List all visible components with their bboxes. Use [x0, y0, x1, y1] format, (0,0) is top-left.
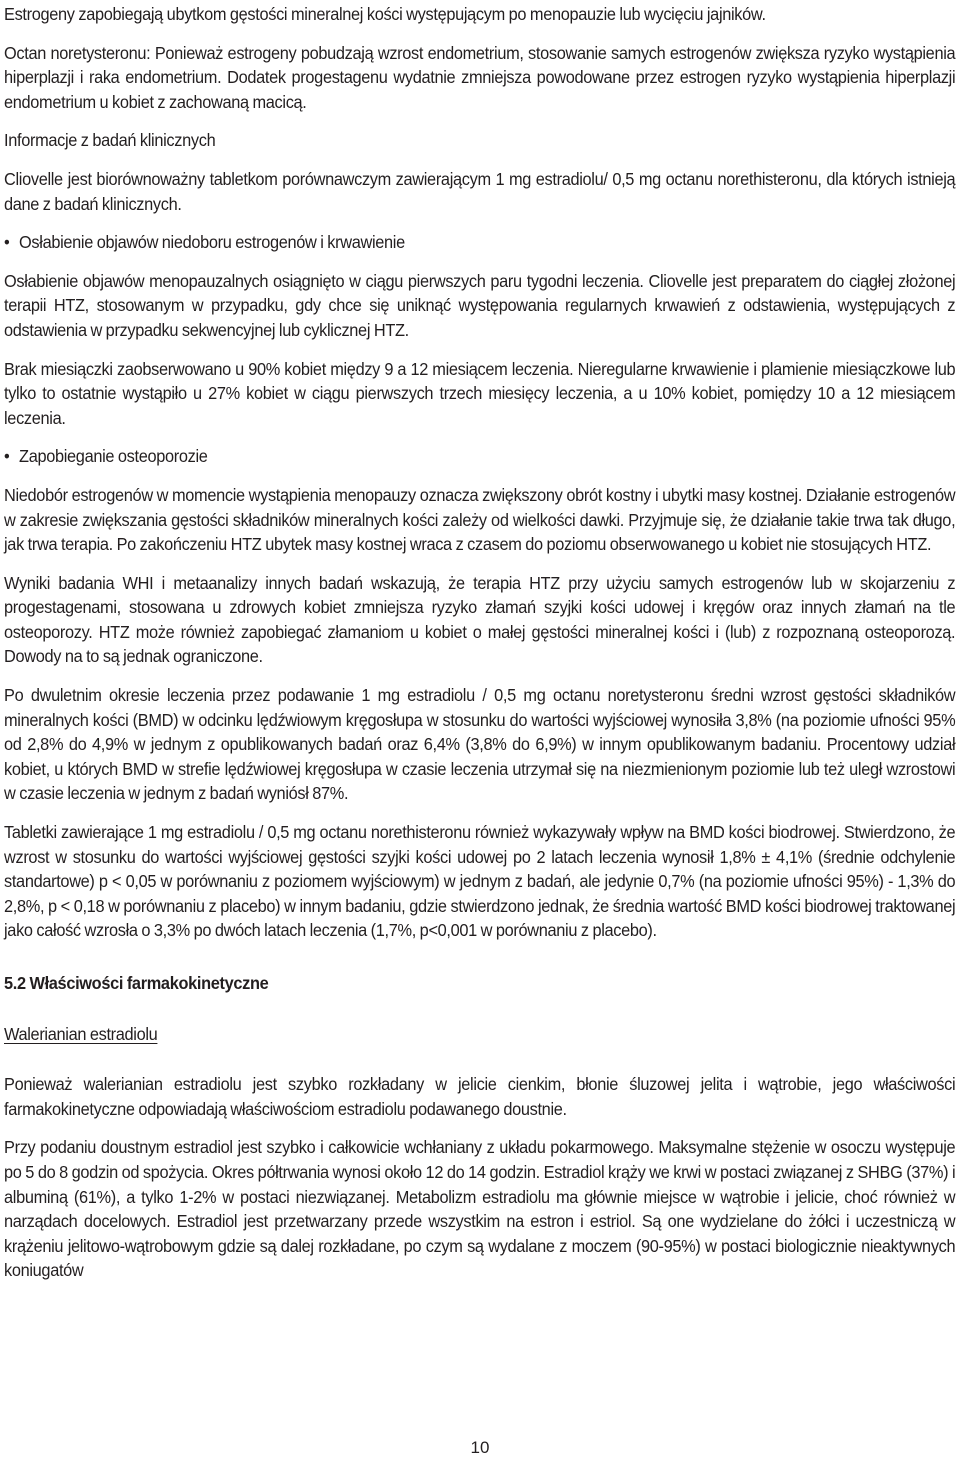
paragraph-whi-study: Wyniki badania WHI i metaanalizy innych badań wskazują, że terapia HTZ przy użyciu samych estrogenów lub w skojarzeniu z progestagenami, stosowana u zdrowych kobiet zmniejsza ryzyko złamań szyjki kości udowej i kręgów oraz innych złamań na tle osteoporozy. HTZ może również zapobiegać złamaniom u kobiet o małej gęstości mineralnej kości i (lub) z rozpoznaną osteoporozą. Dowody na to są jednak ograniczone. — [4, 572, 956, 667]
section-heading-pharmacokinetics: 5.2 Właściwości farmakokinetyczne — [4, 973, 269, 993]
bullet-heading-osteoporosis — [4, 444, 955, 469]
bullet-heading-text: Zapobieganie osteoporozie — [19, 446, 208, 467]
paragraph-bmd-hip: Tabletki zawierające 1 mg estradiolu / 0,5 mg octanu norethisteronu również wykazywały wpływ na BMD kości biodrowej. Stwierdzono, że wzrost w stosunku do wartości wyjściowej gęstości szyjki kości udowej po 2 latach leczenia wynosił 1,8% ± 4,1% (średnie odchylenie standartowe) p < 0,05 w porównaniu z poziomem wyjściowym) w jednym z badań, ale jedynie 0,7% (na poziomie ufności 95%) - 1,3% do 2,8%, p < 0,18 w porównaniu z placebo) w innym badaniu, gdzie stwierdzono jednak, że średnia wartość BMD kości biodrowej traktowanej jako całość wzrosła o 3,3% po dwóch latach leczenia (1,7%, p<0,001 w porównaniu z placebo). — [4, 822, 956, 941]
paragraph-oral-absorption: Przy podaniu doustnym estradiol jest szybko i całkowicie wchłaniany z układu pokarmowego. Maksymalne stężenie w osoczu występuje po 5 do 8 godzin od spożycia. Okres półtrwania wynosi około 12 do 14 godzin. Estradiol krąży we krwi w postaci związanej z SHBG (37%) i albuminą (61%), a tylko 1-2% w postaci niezwiązanej. Metabolizm estradiolu ma głównie miejsce w wątrobie i jelicie, choć również w narządach docelowych. Estradiol jest przetwarzany przede wszystkim na estron i estriol. Są one wydzielane do żółci i uczestniczą w krążeniu jelitowo-wątrobowym gdzie są dalej rozkładane, po czym są wydalane z moczem (90-95%) w postaci biologicznie nieaktywnych koniugatów — [4, 1137, 956, 1281]
document-page — [4, 0, 956, 1283]
section-label-clinical-data: Informacje z badań klinicznych — [4, 130, 216, 151]
paragraph-bioequivalence: Cliovelle jest biorównoważny tabletkom porównawczym zawierającym 1 mg estradiolu/ 0,5 mg octanu norethisteronu, dla których istnieją dane z badań klinicznych. — [4, 168, 956, 214]
paragraph-amenorrhea: Brak miesiączki zaobserwowano u 90% kobiet między 9 a 12 miesiącem leczenia. Nieregularne krwawienie i plamienie miesiączkowe lub tylko to ostatnie wystąpiło u 27% kobiet w ciągu pierwszych trzech miesięcy leczenia, a u 10% kobiet, pomiędzy 10 a 12 miesiącem leczenia. — [4, 358, 956, 428]
paragraph-symptom-relief: Osłabienie objawów menopauzalnych osiągnięto w ciągu pierwszych paru tygodni leczenia. Cliovelle jest preparatem do ciągłej złożonej terapii HTZ, stosowanym w przypadku, gdy chce się uniknąć występowania regularnych krwawień z odstawienia, występujących z odstawienia w przypadku sekwencyjnej lub cyklicznej HTZ. — [4, 270, 956, 340]
page-number: 10 — [470, 1438, 490, 1457]
bullet-heading-text: Osłabienie objawów niedoboru estrogenów i krwawienie — [19, 232, 405, 253]
bullet-icon: • — [4, 232, 10, 253]
bullet-heading-symptom-relief — [4, 230, 955, 255]
paragraph-estrogen-bone-loss: Estrogeny zapobiegają ubytkom gęstości mineralnej kości występującym po menopauzie lub wycięciu jajników. — [4, 4, 766, 24]
paragraph-valerate-breakdown: Ponieważ walerianian estradiolu jest szybko rozkładany w jelicie cienkim, błonie śluzowej jelita i wątrobie, jego właściwości farmakokinetyczne odpowiadają właściwościom estradiolu podawanego doustnie. — [4, 1074, 956, 1119]
subheading-estradiol-valerate — [4, 1022, 955, 1047]
bullet-icon: • — [4, 446, 10, 467]
paragraph-bmd-lumbar: Po dwuletnim okresie leczenia przez podawanie 1 mg estradiolu / 0,5 mg octanu noretysteronu średni wzrost gęstości składników mineralnych kości (BMD) w odcinku lędźwiowym kręgosłupa w stosunku do wartości wyjściowej wynosiła 3,8% (na poziomie ufności 95% od 2,8% do 4,9% w jednym z opublikowanych badań oraz 6,4% (3,8% do 6,9%) w innym opublikowanym badaniu. Procentowy udział kobiet, u których BMD w strefie lędźwiowej kręgosłupa w czasie leczenia utrzymał się na niezmienionym poziomie lub też uległ wzrostowi w czasie leczenia w jednym z badań wyniósł 87%. — [4, 685, 956, 804]
paragraph-estrogen-deficiency: Niedobór estrogenów w momencie wystąpienia menopauzy oznacza zwiększony obrót kostny i ubytki masy kostnej. Działanie estrogenów w zakresie zwiększania gęstości składników mineralnych kości zależy od wielkości dawki. Przyjmuje się, że działanie takie trwa tak długo, jak trwa terapia. Po zakończeniu HTZ ubytek masy kostnej wraca z czasem do poziomu obserwowanego u kobiet nie stosujących HTZ. — [4, 484, 956, 555]
subheading-text: Walerianian estradiolu — [4, 1023, 158, 1044]
paragraph-norethisterone-acetate: Octan noretysteronu: Ponieważ estrogeny pobudzają wzrost endometrium, stosowanie samych estrogenów zwiększa ryzyko wystąpienia hiperplazji i raka endometrium. Dodatek progestagenu wydatnie zmniejsza powodowane przez estrogen ryzyko wystąpienia hiperplazji endometrium u kobiet z zachowaną macicą. — [4, 42, 956, 112]
